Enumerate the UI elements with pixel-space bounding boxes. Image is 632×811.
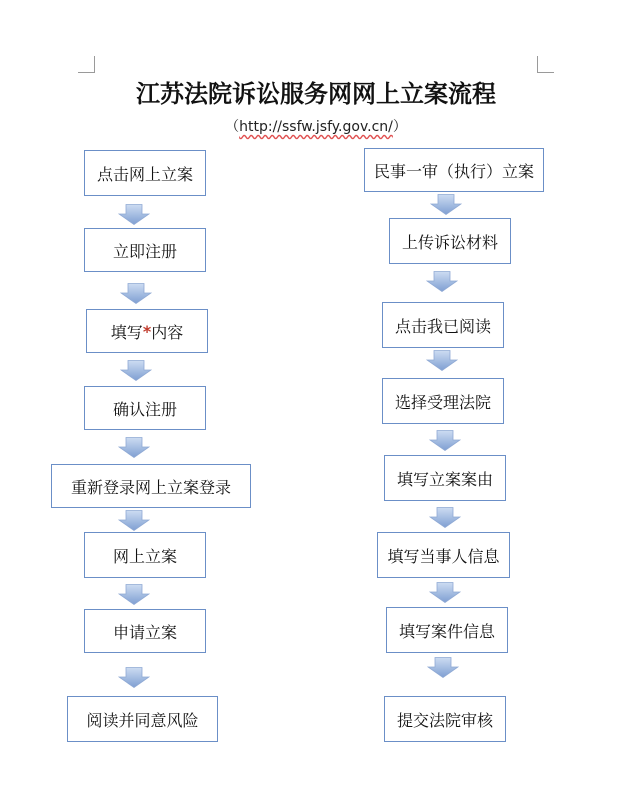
left-step-6-label: 网上立案	[112, 546, 177, 566]
left-step-5-label: 重新登录网上立案登录	[70, 477, 231, 497]
right-step-3-label: 点击我已阅读	[394, 316, 491, 336]
url-close-paren: ）	[392, 119, 407, 135]
right-step-4-label: 选择受理法院	[394, 392, 491, 412]
right-step-2-label: 上传诉讼材料	[401, 232, 498, 252]
left-step-5-box	[51, 464, 251, 508]
page-title: 江苏法院诉讼服务网网上立案流程	[136, 79, 496, 108]
right-step-3-box	[382, 302, 504, 348]
right-step-7-box	[386, 607, 508, 653]
right-step-6-box	[377, 532, 510, 578]
left-step-1-box	[84, 150, 206, 196]
down-arrow-icon	[427, 657, 459, 678]
right-step-5-label: 填写立案案由	[396, 469, 493, 489]
page-corner-mark-top-left	[78, 56, 95, 73]
right-step-8-label: 提交法院审核	[396, 710, 493, 730]
down-arrow-icon	[426, 271, 458, 292]
down-arrow-icon	[120, 360, 152, 381]
down-arrow-icon	[429, 430, 461, 451]
down-arrow-icon	[426, 350, 458, 371]
left-step-7-box	[84, 609, 206, 653]
page-corner-mark-top-right	[537, 56, 554, 73]
left-step-3-box	[86, 309, 208, 353]
down-arrow-icon	[118, 510, 150, 531]
right-step-5-box	[384, 455, 506, 501]
left-step-8-label: 阅读并同意风险	[86, 710, 199, 730]
site-url	[0, 116, 632, 136]
down-arrow-icon	[429, 582, 461, 603]
down-arrow-icon	[429, 507, 461, 528]
url-link[interactable]: http://ssfw.jsfy.gov.cn/	[239, 119, 393, 135]
down-arrow-icon	[120, 283, 152, 304]
right-step-8-box	[384, 696, 506, 742]
right-step-2-box	[389, 218, 511, 264]
right-step-7-label: 填写案件信息	[398, 621, 495, 641]
right-step-1-label: 民事一审（执行）立案	[373, 161, 534, 181]
down-arrow-icon	[118, 204, 150, 225]
left-step-3-label: 填写	[110, 322, 143, 342]
left-step-6-box	[84, 532, 206, 578]
left-step-2-box	[84, 228, 206, 272]
left-step-7-label: 申请立案	[112, 622, 177, 642]
left-step-8-box	[67, 696, 218, 742]
right-step-4-box	[382, 378, 504, 424]
left-step-1-label: 点击网上立案	[96, 164, 193, 184]
required-star-icon: *	[142, 321, 152, 341]
down-arrow-icon	[118, 437, 150, 458]
left-step-4-label: 确认注册	[112, 399, 177, 419]
left-step-4-box	[84, 386, 206, 430]
left-step-2-label: 立即注册	[112, 241, 177, 261]
down-arrow-icon	[430, 194, 462, 215]
down-arrow-icon	[118, 667, 150, 688]
down-arrow-icon	[118, 584, 150, 605]
url-open-paren: （	[225, 119, 240, 135]
left-step-3-label-rest: 内容	[151, 322, 184, 342]
right-step-1-box	[364, 148, 544, 192]
right-step-6-label: 填写当事人信息	[387, 546, 500, 566]
